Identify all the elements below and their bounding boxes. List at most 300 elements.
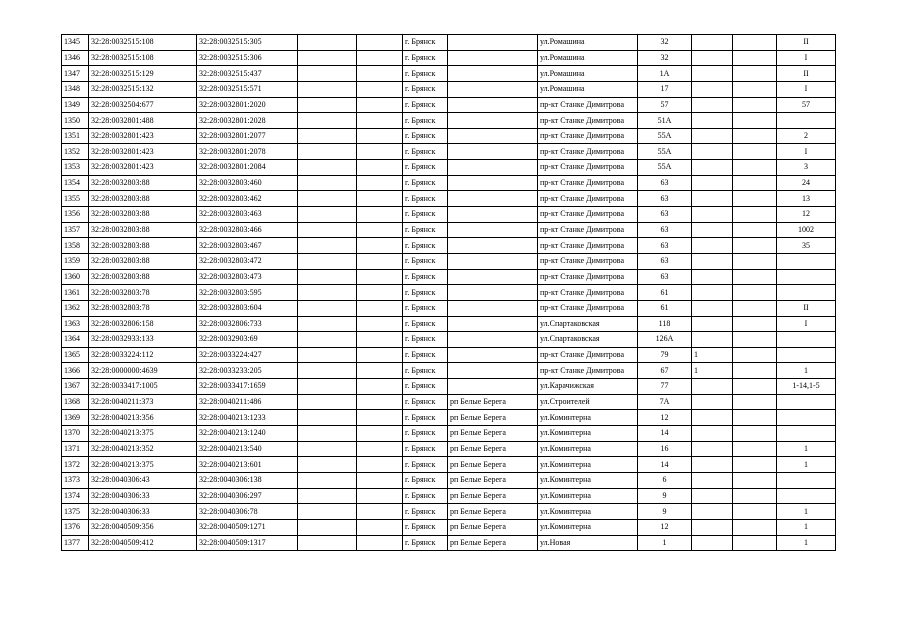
empty-col-5-cell (357, 379, 403, 395)
street-cell: ул.Коминтерна (538, 519, 638, 535)
city-cell: г. Брянск (403, 504, 448, 520)
house-number-cell: 77 (638, 379, 692, 395)
source-cadastral-number-cell: 32:28:0040213:356 (89, 410, 197, 426)
empty-col-4-cell (298, 207, 357, 223)
source-cadastral-number-cell: 32:28:0040213:375 (89, 426, 197, 442)
settlement-cell (448, 81, 538, 97)
source-cadastral-number-cell: 32:28:0000000:4639 (89, 363, 197, 379)
empty-col-4-cell (298, 441, 357, 457)
street-cell: пр-кт Станке Димитрова (538, 285, 638, 301)
apartment-cell: 13 (777, 191, 836, 207)
row-number-cell: 1347 (62, 66, 89, 82)
empty-col-4-cell (298, 144, 357, 160)
source-cadastral-number-cell: 32:28:0040213:375 (89, 457, 197, 473)
settlement-cell: рп Белые Берега (448, 394, 538, 410)
building-cell: 1 (692, 363, 733, 379)
source-cadastral-number-cell: 32:28:0033417:1005 (89, 379, 197, 395)
row-number-cell: 1366 (62, 363, 89, 379)
empty-col-5-cell (357, 332, 403, 348)
apartment-extra-cell (733, 472, 777, 488)
source-cadastral-number-cell: 32:28:0040306:33 (89, 504, 197, 520)
table-row (62, 410, 836, 426)
building-cell (692, 504, 733, 520)
source-cadastral-number-cell: 32:28:0032803:88 (89, 207, 197, 223)
city-cell: г. Брянск (403, 81, 448, 97)
row-number-cell: 1354 (62, 175, 89, 191)
house-number-cell: 17 (638, 81, 692, 97)
building-cell (692, 253, 733, 269)
empty-col-4-cell (298, 253, 357, 269)
cadastral-number-cell: 32:28:0040213:1240 (197, 426, 298, 442)
building-cell (692, 300, 733, 316)
city-cell: г. Брянск (403, 347, 448, 363)
table-row (62, 363, 836, 379)
apartment-extra-cell (733, 191, 777, 207)
street-cell: пр-кт Станке Димитрова (538, 191, 638, 207)
settlement-cell (448, 363, 538, 379)
street-cell: ул.Ромашина (538, 66, 638, 82)
table-row (62, 379, 836, 395)
apartment-cell: 1 (777, 441, 836, 457)
city-cell: г. Брянск (403, 472, 448, 488)
empty-col-4-cell (298, 81, 357, 97)
source-cadastral-number-cell: 32:28:0032803:88 (89, 269, 197, 285)
apartment-extra-cell (733, 316, 777, 332)
building-cell (692, 97, 733, 113)
city-cell: г. Брянск (403, 238, 448, 254)
city-cell: г. Брянск (403, 128, 448, 144)
city-cell: г. Брянск (403, 222, 448, 238)
house-number-cell: 67 (638, 363, 692, 379)
empty-col-4-cell (298, 35, 357, 51)
street-cell: ул.Ромашина (538, 81, 638, 97)
building-cell (692, 472, 733, 488)
street-cell: пр-кт Станке Димитрова (538, 253, 638, 269)
settlement-cell: рп Белые Берега (448, 472, 538, 488)
cadastral-number-cell: 32:28:0032515:306 (197, 50, 298, 66)
apartment-cell: II (777, 300, 836, 316)
apartment-extra-cell (733, 269, 777, 285)
empty-col-4-cell (298, 269, 357, 285)
house-number-cell: 16 (638, 441, 692, 457)
source-cadastral-number-cell: 32:28:0032803:88 (89, 253, 197, 269)
empty-col-4-cell (298, 426, 357, 442)
empty-col-4-cell (298, 410, 357, 426)
cadastral-number-cell: 32:28:0032803:462 (197, 191, 298, 207)
cadastral-number-cell: 32:28:0040509:1271 (197, 519, 298, 535)
city-cell: г. Брянск (403, 253, 448, 269)
street-cell: пр-кт Станке Димитрова (538, 300, 638, 316)
house-number-cell: 126А (638, 332, 692, 348)
row-number-cell: 1375 (62, 504, 89, 520)
building-cell (692, 488, 733, 504)
empty-col-4-cell (298, 519, 357, 535)
settlement-cell (448, 316, 538, 332)
house-number-cell: 61 (638, 300, 692, 316)
table-row (62, 300, 836, 316)
street-cell: ул.Строителей (538, 394, 638, 410)
house-number-cell: 32 (638, 35, 692, 51)
building-cell (692, 175, 733, 191)
building-cell (692, 66, 733, 82)
row-number-cell: 1370 (62, 426, 89, 442)
street-cell: пр-кт Станке Димитрова (538, 207, 638, 223)
settlement-cell (448, 379, 538, 395)
row-number-cell: 1346 (62, 50, 89, 66)
building-cell (692, 222, 733, 238)
cadastral-number-cell: 32:28:0040306:78 (197, 504, 298, 520)
city-cell: г. Брянск (403, 363, 448, 379)
cadastral-number-cell: 32:28:0032515:305 (197, 35, 298, 51)
settlement-cell (448, 222, 538, 238)
row-number-cell: 1362 (62, 300, 89, 316)
settlement-cell (448, 128, 538, 144)
cadastral-number-cell: 32:28:0032803:472 (197, 253, 298, 269)
empty-col-4-cell (298, 285, 357, 301)
apartment-cell: I (777, 316, 836, 332)
settlement-cell: рп Белые Берега (448, 426, 538, 442)
row-number-cell: 1361 (62, 285, 89, 301)
cadastral-number-cell: 32:28:0032803:595 (197, 285, 298, 301)
row-number-cell: 1348 (62, 81, 89, 97)
building-cell (692, 285, 733, 301)
apartment-extra-cell (733, 410, 777, 426)
table-row (62, 50, 836, 66)
settlement-cell: рп Белые Берега (448, 519, 538, 535)
apartment-cell: 3 (777, 160, 836, 176)
empty-col-4-cell (298, 488, 357, 504)
street-cell: ул.Коминтерна (538, 441, 638, 457)
empty-col-5-cell (357, 238, 403, 254)
table-row (62, 285, 836, 301)
cadastral-number-cell: 32:28:0032803:460 (197, 175, 298, 191)
empty-col-5-cell (357, 488, 403, 504)
building-cell (692, 394, 733, 410)
settlement-cell (448, 332, 538, 348)
apartment-extra-cell (733, 253, 777, 269)
table-row (62, 426, 836, 442)
street-cell: ул.Коминтерна (538, 457, 638, 473)
house-number-cell: 9 (638, 488, 692, 504)
settlement-cell (448, 347, 538, 363)
building-cell (692, 207, 733, 223)
row-number-cell: 1372 (62, 457, 89, 473)
apartment-cell (777, 269, 836, 285)
table-row (62, 488, 836, 504)
table-row (62, 394, 836, 410)
cadastral-number-cell: 32:28:0040213:601 (197, 457, 298, 473)
empty-col-4-cell (298, 332, 357, 348)
cadastral-number-cell: 32:28:0040306:297 (197, 488, 298, 504)
row-number-cell: 1371 (62, 441, 89, 457)
table-row (62, 519, 836, 535)
apartment-cell (777, 347, 836, 363)
apartment-cell: I (777, 144, 836, 160)
street-cell: ул.Коминтерна (538, 410, 638, 426)
empty-col-4-cell (298, 472, 357, 488)
source-cadastral-number-cell: 32:28:0040211:373 (89, 394, 197, 410)
cadastral-number-cell: 32:28:0032803:604 (197, 300, 298, 316)
apartment-extra-cell (733, 426, 777, 442)
empty-col-4-cell (298, 97, 357, 113)
apartment-extra-cell (733, 285, 777, 301)
row-number-cell: 1349 (62, 97, 89, 113)
source-cadastral-number-cell: 32:28:0033224:112 (89, 347, 197, 363)
table-row (62, 347, 836, 363)
row-number-cell: 1367 (62, 379, 89, 395)
empty-col-4-cell (298, 50, 357, 66)
building-cell (692, 519, 733, 535)
building-cell: 1 (692, 347, 733, 363)
street-cell: пр-кт Станке Димитрова (538, 128, 638, 144)
empty-col-5-cell (357, 66, 403, 82)
apartment-cell (777, 394, 836, 410)
city-cell: г. Брянск (403, 207, 448, 223)
apartment-cell (777, 285, 836, 301)
row-number-cell: 1359 (62, 253, 89, 269)
settlement-cell: рп Белые Берега (448, 488, 538, 504)
house-number-cell: 61 (638, 285, 692, 301)
empty-col-5-cell (357, 535, 403, 551)
apartment-extra-cell (733, 332, 777, 348)
settlement-cell (448, 191, 538, 207)
apartment-cell: 2 (777, 128, 836, 144)
house-number-cell: 79 (638, 347, 692, 363)
empty-col-4-cell (298, 191, 357, 207)
source-cadastral-number-cell: 32:28:0032515:129 (89, 66, 197, 82)
settlement-cell (448, 175, 538, 191)
city-cell: г. Брянск (403, 144, 448, 160)
empty-col-5-cell (357, 128, 403, 144)
city-cell: г. Брянск (403, 66, 448, 82)
building-cell (692, 144, 733, 160)
apartment-extra-cell (733, 379, 777, 395)
street-cell: пр-кт Станке Димитрова (538, 97, 638, 113)
apartment-extra-cell (733, 207, 777, 223)
empty-col-5-cell (357, 285, 403, 301)
apartment-cell: 1 (777, 363, 836, 379)
apartment-cell: 1002 (777, 222, 836, 238)
building-cell (692, 113, 733, 129)
settlement-cell (448, 113, 538, 129)
building-cell (692, 379, 733, 395)
city-cell: г. Брянск (403, 410, 448, 426)
empty-col-5-cell (357, 144, 403, 160)
building-cell (692, 332, 733, 348)
source-cadastral-number-cell: 32:28:0032515:108 (89, 35, 197, 51)
city-cell: г. Брянск (403, 97, 448, 113)
house-number-cell: 1 (638, 535, 692, 551)
settlement-cell (448, 269, 538, 285)
settlement-cell (448, 97, 538, 113)
cadastral-number-cell: 32:28:0032803:467 (197, 238, 298, 254)
building-cell (692, 50, 733, 66)
source-cadastral-number-cell: 32:28:0040509:356 (89, 519, 197, 535)
street-cell: ул.Коминтерна (538, 504, 638, 520)
street-cell: пр-кт Станке Димитрова (538, 175, 638, 191)
cadastral-number-cell: 32:28:0032515:571 (197, 81, 298, 97)
house-number-cell: 12 (638, 410, 692, 426)
house-number-cell: 118 (638, 316, 692, 332)
source-cadastral-number-cell: 32:28:0032933:133 (89, 332, 197, 348)
empty-col-4-cell (298, 457, 357, 473)
cadastral-number-cell: 32:28:0032803:463 (197, 207, 298, 223)
apartment-cell (777, 472, 836, 488)
apartment-extra-cell (733, 175, 777, 191)
house-number-cell: 32 (638, 50, 692, 66)
table-row (62, 160, 836, 176)
building-cell (692, 441, 733, 457)
settlement-cell: рп Белые Берега (448, 410, 538, 426)
source-cadastral-number-cell: 32:28:0032801:423 (89, 160, 197, 176)
house-number-cell: 63 (638, 269, 692, 285)
empty-col-5-cell (357, 394, 403, 410)
city-cell: г. Брянск (403, 316, 448, 332)
apartment-cell: 12 (777, 207, 836, 223)
building-cell (692, 535, 733, 551)
apartment-cell: 1 (777, 519, 836, 535)
apartment-extra-cell (733, 504, 777, 520)
building-cell (692, 410, 733, 426)
cadastral-number-cell: 32:28:0033233:205 (197, 363, 298, 379)
cadastral-number-cell: 32:28:0033224:427 (197, 347, 298, 363)
cadastral-number-cell: 32:28:0033417:1659 (197, 379, 298, 395)
city-cell: г. Брянск (403, 488, 448, 504)
apartment-extra-cell (733, 519, 777, 535)
row-number-cell: 1351 (62, 128, 89, 144)
table-row (62, 472, 836, 488)
empty-col-5-cell (357, 97, 403, 113)
cadastral-number-cell: 32:28:0032801:2028 (197, 113, 298, 129)
street-cell: пр-кт Станке Димитрова (538, 222, 638, 238)
cadastral-number-cell: 32:28:0040211:486 (197, 394, 298, 410)
house-number-cell: 63 (638, 175, 692, 191)
apartment-extra-cell (733, 35, 777, 51)
settlement-cell (448, 160, 538, 176)
empty-col-5-cell (357, 519, 403, 535)
table-row (62, 238, 836, 254)
house-number-cell: 9 (638, 504, 692, 520)
empty-col-5-cell (357, 175, 403, 191)
settlement-cell (448, 144, 538, 160)
cadastral-number-cell: 32:28:0040509:1317 (197, 535, 298, 551)
settlement-cell: рп Белые Берега (448, 441, 538, 457)
city-cell: г. Брянск (403, 394, 448, 410)
house-number-cell: 63 (638, 191, 692, 207)
row-number-cell: 1350 (62, 113, 89, 129)
apartment-cell: I (777, 81, 836, 97)
building-cell (692, 128, 733, 144)
apartment-extra-cell (733, 394, 777, 410)
street-cell: ул.Карачижская (538, 379, 638, 395)
apartment-extra-cell (733, 347, 777, 363)
apartment-cell (777, 332, 836, 348)
table-row (62, 66, 836, 82)
apartment-extra-cell (733, 535, 777, 551)
settlement-cell: рп Белые Берега (448, 535, 538, 551)
settlement-cell (448, 300, 538, 316)
settlement-cell: рп Белые Берега (448, 457, 538, 473)
apartment-cell: 1 (777, 457, 836, 473)
row-number-cell: 1345 (62, 35, 89, 51)
apartment-cell: 1 (777, 535, 836, 551)
street-cell: ул.Ромашина (538, 35, 638, 51)
apartment-extra-cell (733, 97, 777, 113)
row-number-cell: 1373 (62, 472, 89, 488)
row-number-cell: 1364 (62, 332, 89, 348)
source-cadastral-number-cell: 32:28:0032504:677 (89, 97, 197, 113)
empty-col-5-cell (357, 160, 403, 176)
empty-col-5-cell (357, 457, 403, 473)
cadastral-number-cell: 32:28:0040213:540 (197, 441, 298, 457)
settlement-cell (448, 207, 538, 223)
row-number-cell: 1355 (62, 191, 89, 207)
row-number-cell: 1369 (62, 410, 89, 426)
source-cadastral-number-cell: 32:28:0032806:158 (89, 316, 197, 332)
building-cell (692, 81, 733, 97)
apartment-extra-cell (733, 457, 777, 473)
street-cell: пр-кт Станке Димитрова (538, 113, 638, 129)
city-cell: г. Брянск (403, 285, 448, 301)
city-cell: г. Брянск (403, 35, 448, 51)
apartment-extra-cell (733, 300, 777, 316)
empty-col-4-cell (298, 316, 357, 332)
empty-col-5-cell (357, 191, 403, 207)
house-number-cell: 6 (638, 472, 692, 488)
apartment-extra-cell (733, 363, 777, 379)
row-number-cell: 1353 (62, 160, 89, 176)
row-number-cell: 1368 (62, 394, 89, 410)
building-cell (692, 35, 733, 51)
table-row (62, 222, 836, 238)
source-cadastral-number-cell: 32:28:0032803:78 (89, 300, 197, 316)
apartment-extra-cell (733, 488, 777, 504)
source-cadastral-number-cell: 32:28:0032801:488 (89, 113, 197, 129)
row-number-cell: 1356 (62, 207, 89, 223)
settlement-cell (448, 253, 538, 269)
cadastral-number-cell: 32:28:0032515:437 (197, 66, 298, 82)
street-cell: ул.Коминтерна (538, 426, 638, 442)
apartment-extra-cell (733, 50, 777, 66)
house-number-cell: 63 (638, 207, 692, 223)
apartment-extra-cell (733, 144, 777, 160)
street-cell: ул.Спартаковская (538, 316, 638, 332)
city-cell: г. Брянск (403, 300, 448, 316)
building-cell (692, 191, 733, 207)
street-cell: ул.Спартаковская (538, 332, 638, 348)
table-row (62, 97, 836, 113)
source-cadastral-number-cell: 32:28:0040509:412 (89, 535, 197, 551)
empty-col-5-cell (357, 207, 403, 223)
table-body (62, 35, 836, 551)
empty-col-4-cell (298, 160, 357, 176)
city-cell: г. Брянск (403, 50, 448, 66)
city-cell: г. Брянск (403, 379, 448, 395)
city-cell: г. Брянск (403, 426, 448, 442)
table-row (62, 253, 836, 269)
building-cell (692, 160, 733, 176)
table-row (62, 441, 836, 457)
settlement-cell (448, 66, 538, 82)
apartment-cell: 1 (777, 504, 836, 520)
source-cadastral-number-cell: 32:28:0040213:352 (89, 441, 197, 457)
street-cell: ул.Коминтерна (538, 488, 638, 504)
house-number-cell: 51А (638, 113, 692, 129)
settlement-cell (448, 238, 538, 254)
building-cell (692, 457, 733, 473)
cadastral-number-cell: 32:28:0032801:2084 (197, 160, 298, 176)
apartment-cell: 35 (777, 238, 836, 254)
